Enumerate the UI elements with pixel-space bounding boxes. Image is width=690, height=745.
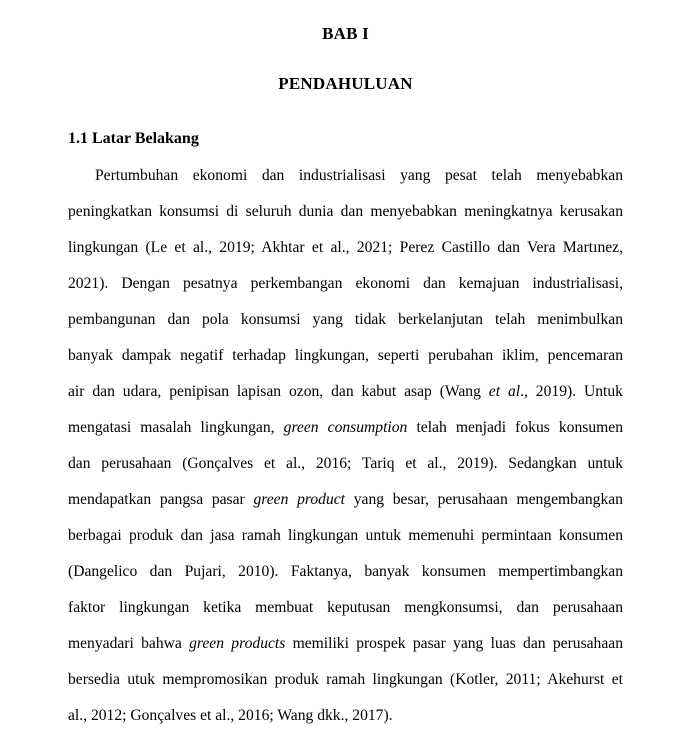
chapter-subtitle: PENDAHULUAN: [278, 74, 413, 93]
italic-text: green products: [189, 635, 286, 652]
paragraph-line: [68, 626, 623, 662]
paragraph-line: [68, 338, 623, 374]
paragraph-line: [68, 518, 623, 554]
body-text: Pertumbuhan ekonomi dan industrialisasi yang pesat telah menyebabkan: [95, 167, 623, 184]
body-text: (Dangelico dan Pujari, 2010). Faktanya, banyak konsumen mempertimbangkan: [68, 563, 623, 580]
body-text: dan perusahaan (Gonçalves et al., 2016; Tariq et al., 2019). Sedangkan untuk: [68, 455, 623, 472]
body-text: lingkungan (Le et al., 2019; Akhtar et al., 2021; Perez Castillo dan Vera Martınez,: [68, 239, 623, 256]
body-text: berbagai produk dan jasa ramah lingkungan untuk memenuhi permintaan konsumen: [68, 527, 623, 544]
italic-text: green consumption: [283, 419, 408, 436]
body-text: banyak dampak negatif terhadap lingkungan, seperti perubahan iklim, pencemaran: [68, 347, 623, 364]
italic-text: et al: [488, 383, 521, 400]
paragraph-line: [68, 662, 623, 698]
italic-text: green product: [253, 491, 346, 508]
paragraph-line: [68, 446, 623, 482]
body-text: al., 2012; Gonçalves et al., 2016; Wang dkk., 2017).: [68, 707, 393, 724]
paragraph-line: [68, 194, 623, 230]
paragraph-line: [68, 158, 623, 194]
body-text: pembangunan dan pola konsumsi yang tidak berkelanjutan telah menimbulkan: [68, 311, 623, 328]
body-text: peningkatkan konsumsi di seluruh dunia dan menyebabkan meningkatnya kerusakan: [68, 203, 623, 220]
body-paragraph: [68, 158, 623, 734]
paragraph-line: [68, 266, 623, 302]
body-text: faktor lingkungan ketika membuat keputusan mengkonsumsi, dan perusahaan: [68, 599, 623, 616]
section-heading: 1.1 Latar Belakang: [68, 130, 199, 147]
body-text: memiliki prospek pasar yang luas dan perusahaan: [285, 635, 623, 652]
body-text: ., 2019). Untuk: [520, 383, 623, 400]
body-text: 2021). Dengan pesatnya perkembangan ekonomi dan kemajuan industrialisasi,: [68, 275, 623, 292]
paragraph-line: [68, 698, 623, 734]
paragraph-line: [68, 302, 623, 338]
paragraph-line: [68, 554, 623, 590]
body-text: mengatasi masalah lingkungan,: [68, 419, 284, 436]
paragraph-line: [68, 410, 623, 446]
body-text: air dan udara, penipisan lapisan ozon, dan kabut asap (Wang: [68, 383, 489, 400]
body-text: bersedia utuk mempromosikan produk ramah lingkungan (Kotler, 2011; Akehurst et: [68, 671, 623, 688]
paragraph-line: [68, 590, 623, 626]
body-text: telah menjadi fokus konsumen: [407, 419, 623, 436]
paragraph-line: [68, 374, 623, 410]
body-text: yang besar, perusahaan mengembangkan: [345, 491, 623, 508]
body-text: mendapatkan pangsa pasar: [68, 491, 254, 508]
chapter-title: BAB I: [322, 24, 369, 43]
body-text: menyadari bahwa: [68, 635, 190, 652]
paragraph-line: [68, 230, 623, 266]
paragraph-line: [68, 482, 623, 518]
